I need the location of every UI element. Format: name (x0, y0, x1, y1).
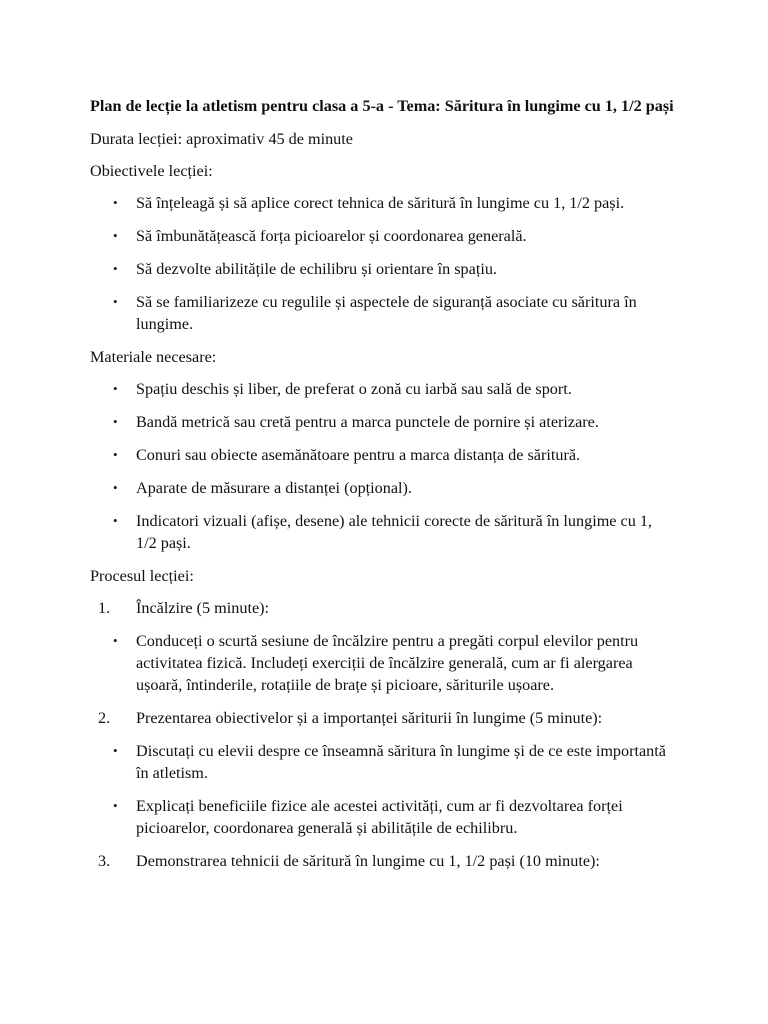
bullet-icon: • (113, 447, 118, 462)
step-number: 2. (98, 709, 111, 727)
bullet-icon: • (113, 414, 118, 429)
materials-heading: Materiale necesare: (90, 348, 217, 366)
material-text: Conuri sau obiecte asemănătoare pentru a marca distanța de săritură. (136, 446, 581, 464)
objectives-list (90, 192, 676, 335)
objectives-heading: Obiectivele lecției: (90, 162, 213, 180)
bullet-icon: • (113, 480, 118, 495)
list-item (90, 258, 676, 280)
list-item (90, 444, 676, 466)
step-item (90, 850, 676, 872)
process-steps (90, 597, 676, 872)
step-item (90, 597, 676, 619)
bullet-icon: • (113, 633, 118, 648)
list-item (90, 378, 676, 400)
step-number: 3. (98, 852, 111, 870)
bullet-icon: • (113, 261, 118, 276)
material-text: Aparate de măsurare a distanței (opțional). (136, 479, 412, 497)
bullet-icon: • (113, 798, 118, 813)
objective-text: Să înțeleagă și să aplice corect tehnica de săritură în lungime cu 1, 1/2 pași. (136, 194, 625, 212)
material-text: Bandă metrică sau cretă pentru a marca punctele de pornire și aterizare. (136, 413, 599, 431)
objective-text: Să îmbunătățească forța picioarelor și coordonarea generală. (136, 227, 527, 245)
materials-list (90, 378, 676, 554)
objective-text: Să se familiarizeze cu regulile și aspectele de siguranță asociate cu săritura în lungime. (136, 293, 637, 333)
step-number: 1. (98, 599, 111, 617)
list-item (90, 192, 676, 214)
bullet-icon: • (113, 381, 118, 396)
step-label: Prezentarea obiectivelor și a importanței săriturii în lungime (5 minute): (136, 709, 603, 727)
list-item (90, 795, 676, 839)
material-text: Spațiu deschis și liber, de preferat o zonă cu iarbă sau sală de sport. (136, 380, 572, 398)
step-item (90, 707, 676, 729)
document-title: Plan de lecție la atletism pentru clasa a 5-a - Tema: Săritura în lungime cu 1, 1/2 pași (90, 97, 674, 115)
list-item (90, 291, 676, 335)
list-item (90, 510, 676, 554)
step-label: Încălzire (5 minute): (136, 599, 270, 617)
step-label: Demonstrarea tehnicii de săritură în lungime cu 1, 1/2 pași (10 minute): (136, 852, 600, 870)
material-text: Indicatori vizuali (afișe, desene) ale tehnicii corecte de săritură în lungime cu 1, 1/2 pași. (136, 512, 652, 552)
list-item (90, 630, 676, 696)
list-item (90, 225, 676, 247)
bullet-icon: • (113, 228, 118, 243)
objective-text: Să dezvolte abilitățile de echilibru și orientare în spațiu. (136, 260, 497, 278)
document-page (90, 94, 676, 883)
list-item (90, 411, 676, 433)
step-detail-text: Explicați beneficiile fizice ale acestei activități, cum ar fi dezvoltarea forței picioarelor, coordonarea generală și abilitățile de echilibru. (136, 797, 623, 837)
bullet-icon: • (113, 513, 118, 528)
bullet-icon: • (113, 294, 118, 309)
step-detail-text: Discutați cu elevii despre ce înseamnă săritura în lungime și de ce este importantă în atletism. (136, 742, 666, 782)
list-item (90, 477, 676, 499)
bullet-icon: • (113, 743, 118, 758)
process-heading: Procesul lecției: (90, 567, 194, 585)
list-item (90, 740, 676, 784)
lesson-duration: Durata lecției: aproximativ 45 de minute (90, 130, 353, 148)
step-detail-text: Conduceți o scurtă sesiune de încălzire pentru a pregăti corpul elevilor pentru activitatea fizică. Includeți exerciții de încălzire generală, cum ar fi alergarea ușoară, întinderile, rotațiile de brațe și picioare, săriturile ușoare. (136, 632, 639, 694)
bullet-icon: • (113, 195, 118, 210)
